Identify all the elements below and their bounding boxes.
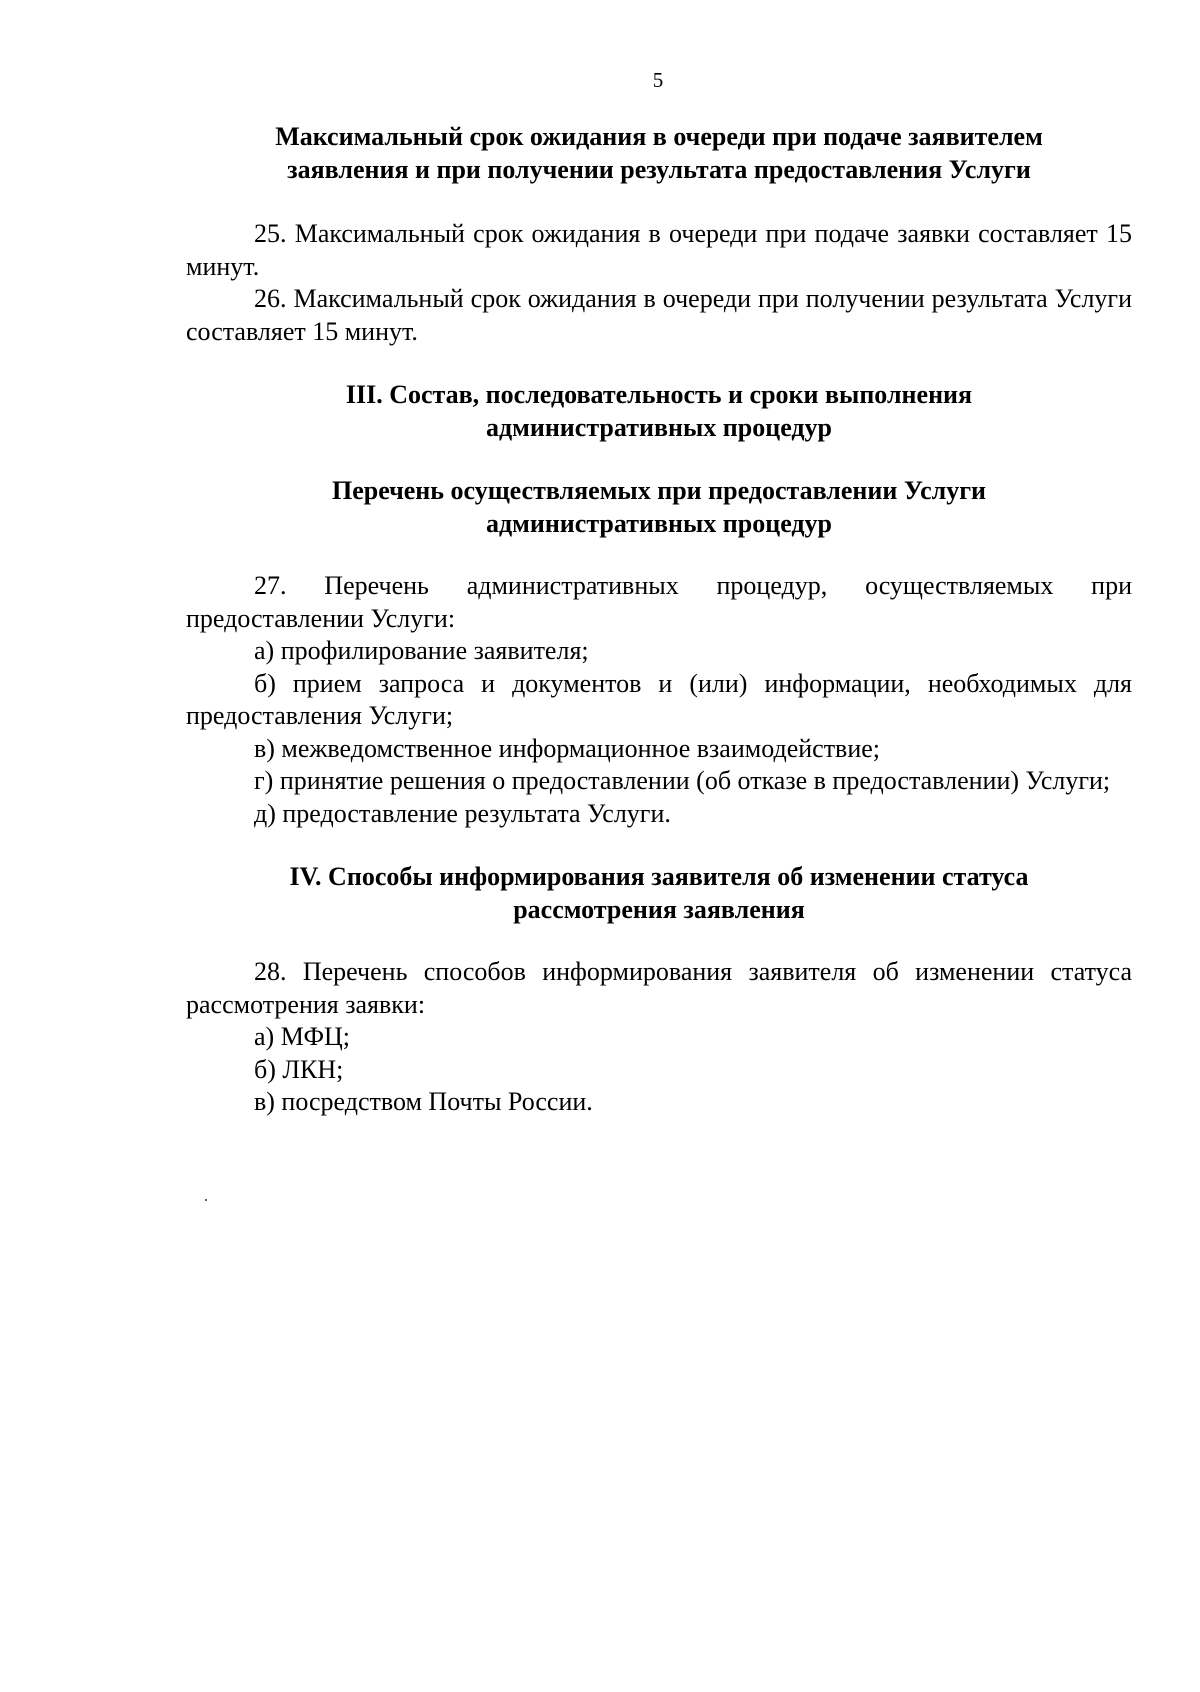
section-heading-wait-time-line2: заявления и при получении результата предоставления Услуги — [287, 155, 1031, 184]
subheading-procedures-list-line2: административных процедур — [485, 509, 833, 538]
paragraph-28: 28. Перечень способов информирования заявителя об изменении статуса рассмотрения заявки: — [186, 957, 1132, 1019]
list-item: д) предоставление результата Услуги. — [254, 798, 671, 828]
paragraph-26: 26. Максимальный срок ожидания в очереди при получении результата Услуги составляет 15 минут. — [186, 284, 1132, 346]
section-heading-iv-line2: рассмотрения заявления — [513, 895, 805, 924]
list-item: б) ЛКН; — [254, 1054, 344, 1084]
scan-speck — [205, 1199, 207, 1201]
subheading-procedures-list — [186, 474, 1132, 540]
section-heading-iv-line1: IV. Способы информирования заявителя об изменении статуса — [289, 862, 1029, 891]
document-body — [186, 120, 1132, 1119]
section-heading-iii — [186, 378, 1132, 444]
list-item: а) профилирование заявителя; — [254, 636, 589, 665]
list-item: а) МФЦ; — [254, 1022, 351, 1051]
section-heading-iv — [186, 860, 1132, 926]
paragraph-27: 27. Перечень административных процедур, осуществляемых при предоставлении Услуги: — [186, 571, 1132, 633]
subheading-procedures-list-line1: Перечень осуществляемых при предоставлении Услуги — [331, 476, 987, 505]
list-item: в) посредством Почты России. — [254, 1087, 593, 1116]
list-item: б) прием запроса и документов и (или) информации, необходимых для предоставления Услуги; — [186, 668, 1132, 730]
page-number: 5 — [652, 68, 664, 92]
section-heading-iii-line2: административных процедур — [485, 413, 833, 442]
section-heading-wait-time-line1: Максимальный срок ожидания в очереди при подаче заявителем — [275, 122, 1043, 151]
section-heading-iii-line1: III. Состав, последовательность и сроки выполнения — [345, 380, 973, 409]
list-item: в) межведомственное информационное взаимодействие; — [254, 733, 881, 763]
list-item: г) принятие решения о предоставлении (об отказе в предоставлении) Услуги; — [254, 766, 1111, 795]
paragraph-25: 25. Максимальный срок ожидания в очереди при подаче заявки составляет 15 минут. — [186, 219, 1132, 281]
section-heading-wait-time — [186, 120, 1132, 186]
